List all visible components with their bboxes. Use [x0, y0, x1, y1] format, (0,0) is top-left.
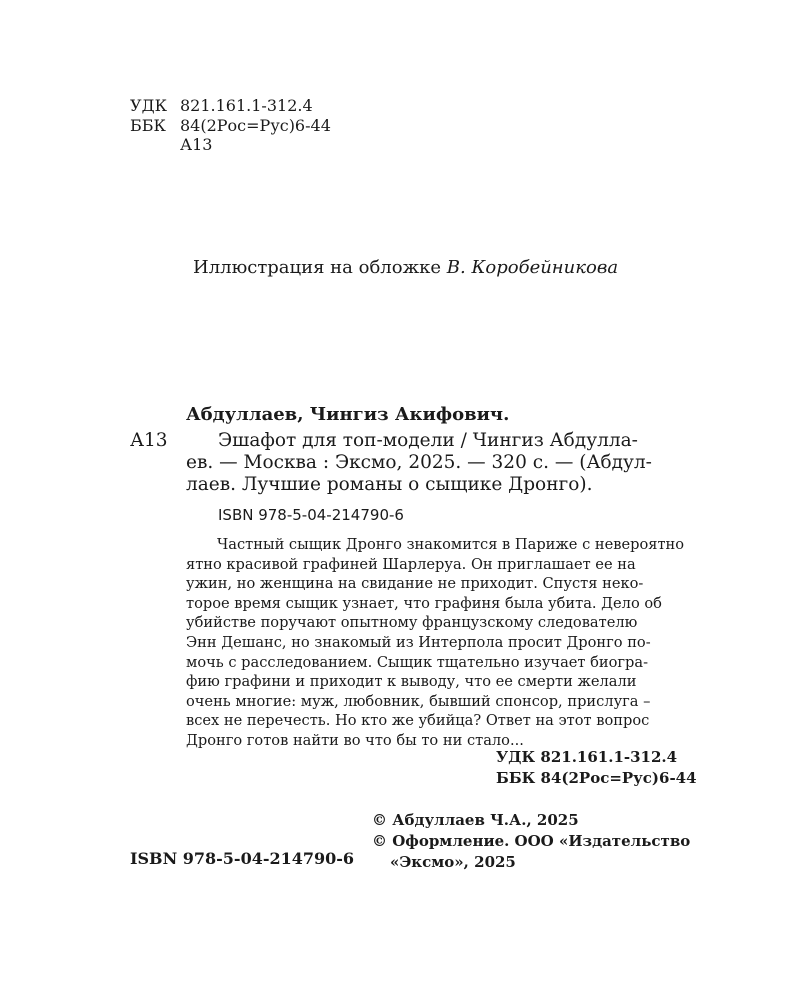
annotation-line: Энн Дешанс, но знакомый из Интерпола просит Дронго по-: [186, 633, 651, 651]
illustration-artist: В. Коробейникова: [446, 257, 619, 278]
udk-top: [130, 96, 313, 116]
bbk-top: [130, 116, 331, 136]
catalog-isbn: ISBN 978-5-04-214790-6: [218, 506, 404, 524]
annotation-line: ятно красивой графиней Шарлеруа. Он приглашает ее на: [186, 555, 636, 573]
annotation-line: ужин, но женщина на свидание не приходит. Спустя неко-: [186, 575, 644, 593]
author-mark-top: А13: [180, 135, 213, 154]
copyright-publisher: «Эксмо», 2025: [390, 853, 516, 871]
illustration-prefix: Иллюстрация на обложке: [193, 257, 442, 278]
catalog-line-3: лаев. Лучшие романы о сыщике Дронго).: [186, 474, 593, 495]
copyright-design: © Оформление. ООО «Издательство: [372, 832, 691, 850]
catalog-line-2: ев. — Москва : Эксмо, 2025. — 320 с. — (Абдул-: [186, 452, 652, 473]
annotation-line: Дронго готов найти во что бы то ни стало...: [186, 731, 524, 749]
annotation-line: мочь с расследованием. Сыщик тщательно изучает биогра-: [186, 653, 649, 671]
udk-bottom: УДК 821.161.1-312.4: [496, 748, 678, 766]
catalog-mark: А13: [130, 430, 168, 451]
annotation: [186, 535, 684, 751]
illustration-credit: [193, 257, 618, 278]
bbk-value: 84(2Рос=Рус)6-44: [180, 116, 331, 135]
udk-label: УДК: [130, 96, 167, 115]
isbn-bottom: ISBN 978-5-04-214790-6: [130, 849, 355, 868]
annotation-line: убийстве поручают опытному французскому следователю: [186, 614, 638, 632]
copyright-author: © Абдуллаев Ч.А., 2025: [372, 811, 579, 829]
annotation-line: всех не перечесть. Но кто же убийца? Ответ на этот вопрос: [186, 712, 650, 730]
annotation-line: очень многие: муж, любовник, бывший спонсор, прислуга –: [186, 692, 651, 710]
bbk-bottom: ББК 84(2Рос=Рус)6-44: [496, 769, 697, 787]
udk-value: 821.161.1-312.4: [180, 96, 313, 115]
catalog-author: Абдуллаев, Чингиз Акифович.: [186, 404, 510, 425]
bbk-label: ББК: [130, 116, 166, 135]
annotation-line: фию графини и приходит к выводу, что ее смерти желали: [186, 673, 637, 691]
catalog-line-1: Эшафот для топ-модели / Чингиз Абдулла-: [218, 430, 638, 451]
annotation-line: торое время сыщик узнает, что графиня была убита. Дело об: [186, 594, 662, 612]
annotation-line: Частный сыщик Дронго знакомится в Париже с невероятно: [217, 536, 685, 553]
